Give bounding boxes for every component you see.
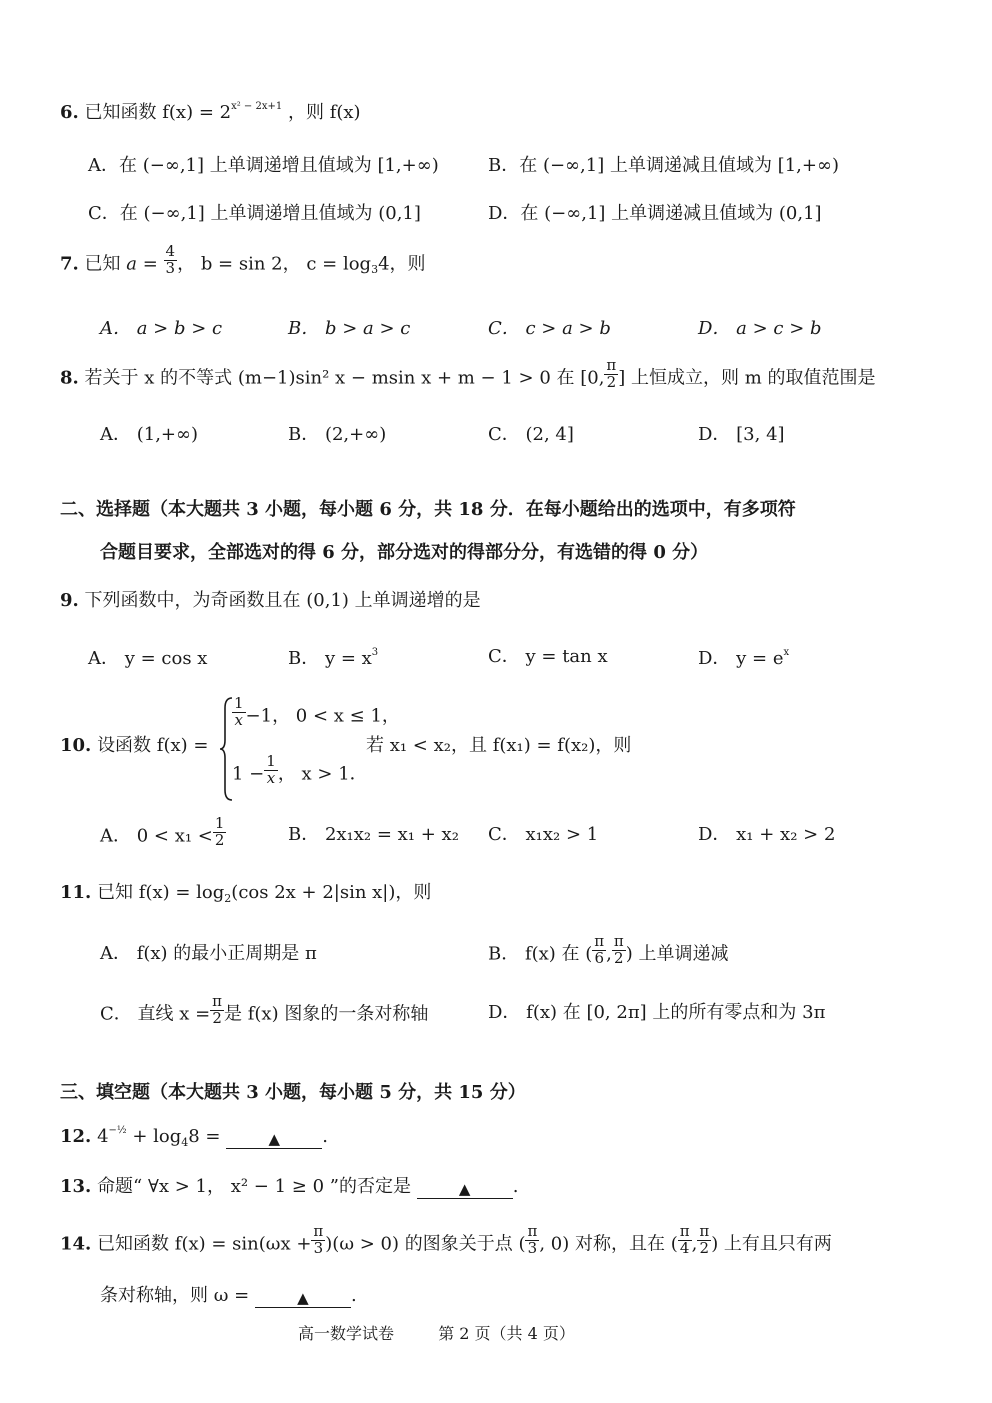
question-9: [60, 592, 481, 610]
section-heading-2-cont: 合题目要求，全部选对的得 6 分，部分选对的得部分分，有选错的得 0 分）: [100, 542, 709, 563]
question-10-tail: 若 x₁ < x₂，且 f(x₁) = f(x₂)，则: [366, 735, 632, 756]
numerator: π: [699, 1222, 710, 1240]
answer-blank[interactable]: [226, 1130, 322, 1149]
option-c: C． x₁x₂ > 1: [488, 824, 599, 845]
question-stem-mid: ， b = sin 2， c = log: [177, 253, 372, 275]
denominator: 3: [165, 258, 176, 277]
denominator: 3: [313, 1238, 324, 1257]
question-14: 14. 已知函数 f(x) = sin(ωx + $\frac{\pi}{3}$ )(ω > 0) 的图象关于点 ( $\frac{\pi}{3}$ , 0) 对称，且在 ( $\frac{\pi}{4}$ , $\frac{\pi}{2}$ ) 上有且只有两: [60, 1222, 832, 1257]
option-a: [100, 814, 226, 853]
question-stem: 已知 f(x) = log: [97, 882, 225, 903]
question-stem: 设函数 f(x) =: [97, 735, 209, 756]
case-2: [232, 752, 368, 791]
log-base: 3: [371, 263, 379, 277]
question-14-line2: [100, 1287, 357, 1306]
answer-blank[interactable]: [417, 1180, 513, 1199]
option-b: B． (2,+∞): [288, 424, 387, 445]
question-number: 12.: [60, 1126, 92, 1147]
option-b: B．在 (−∞,1] 上单调递减且值域为 [1,+∞): [488, 155, 839, 176]
option-d-text: D． y = e: [698, 648, 784, 669]
question-13: [60, 1178, 518, 1197]
denominator: 3: [527, 1238, 538, 1257]
question-stem: 下列函数中，为奇函数且在 (0,1) 上单调递增的是: [84, 590, 481, 611]
fraction: [612, 934, 626, 967]
option-a: A． y = cos x: [88, 648, 208, 669]
fraction: [264, 754, 278, 787]
option-c: [100, 992, 429, 1031]
question-12: [60, 1125, 328, 1149]
case-2-text: ， x > 1．: [277, 763, 368, 785]
option-b-tail: ) 上单调递减: [625, 943, 729, 965]
option-a: A．在 (−∞,1] 上单调递增且值域为 [1,+∞): [88, 155, 439, 176]
option-d: D． [3, 4]: [698, 424, 785, 445]
numerator: π: [313, 1222, 324, 1240]
log-base: 4: [181, 1136, 189, 1149]
question-stem: 已知函数 f(x) = sin(ωx +: [97, 1233, 312, 1255]
option-c-tail: 是 f(x) 图象的一条对称轴: [224, 1003, 429, 1025]
numerator: π: [212, 992, 223, 1010]
denominator: x: [266, 768, 276, 787]
question-stem: 若关于 x 的不等式 (m−1)sin² x − msin x + m − 1 > 0 在 [0,: [84, 367, 605, 389]
option-d: D．在 (−∞,1] 上单调递减且值域为 (0,1]: [488, 203, 822, 224]
expression-tail: 8 =: [188, 1126, 221, 1147]
fraction: [592, 934, 606, 967]
question-10: [60, 737, 208, 755]
denominator: 6: [594, 948, 604, 967]
end-mark: .: [512, 1176, 519, 1197]
question-stem: 已知函数 f(x) = 2: [84, 102, 232, 123]
denominator: 2: [606, 372, 617, 391]
triangle-icon: ▲: [458, 1180, 471, 1198]
fraction: [210, 994, 224, 1027]
exponent: x: [783, 647, 790, 658]
numerator: π: [613, 932, 624, 950]
option-b: B． 2x₁x₂ = x₁ + x₂: [288, 824, 459, 845]
question-stem-tail: 4，则: [378, 253, 426, 275]
option-d: D． f(x) 在 [0, 2π] 上的所有零点和为 3π: [488, 1002, 826, 1023]
numerator: 1: [266, 752, 276, 770]
a-equals: a =: [126, 253, 158, 275]
question-8: [60, 356, 876, 395]
option-a: A． (1,+∞): [100, 424, 199, 445]
option-b-text: B． y = x: [288, 648, 372, 669]
fraction: [525, 1224, 539, 1257]
question-number: 9.: [60, 590, 79, 611]
exponent: x² − 2x+1: [231, 101, 283, 112]
option-d: D． a > c > b: [698, 318, 822, 339]
log-base: 2: [224, 892, 232, 905]
numerator: π: [527, 1222, 538, 1240]
numerator: 1: [214, 814, 225, 832]
question-stem-tail: ) 上有且只有两: [711, 1233, 832, 1255]
question-stem-tail: ] 上恒成立，则 m 的取值范围是: [618, 367, 876, 389]
numerator: 4: [165, 242, 176, 260]
fraction: [678, 1224, 692, 1257]
option-b: B． f(x) 在 ( $\frac{\pi}{6}$ , $\frac{\pi}{2}$ ) 上单调递减: [488, 932, 729, 967]
section-heading-3: 三、填空题（本大题共 3 小题，每小题 5 分，共 15 分）: [60, 1082, 526, 1103]
option-b: B． b > a > c: [288, 318, 411, 339]
fraction: [697, 1224, 711, 1257]
denominator: 4: [679, 1238, 690, 1257]
question-6: [60, 101, 361, 123]
question-stem-tail: (cos 2x + 2|sin x|)，则: [231, 882, 432, 903]
fraction: [213, 816, 227, 849]
question-11: [60, 882, 432, 905]
question-stem-mid: )(ω > 0) 的图象关于点 (: [325, 1233, 526, 1255]
section-heading-2: 二、选择题（本大题共 3 小题，每小题 6 分，共 18 分．在每小题给出的选项中，有多项符: [60, 499, 796, 520]
denominator: x: [234, 710, 243, 729]
end-mark: .: [322, 1126, 328, 1147]
option-d: [698, 647, 790, 669]
numerator: π: [679, 1222, 690, 1240]
option-c: C．在 (−∞,1] 上单调递增且值域为 (0,1]: [88, 203, 421, 224]
triangle-icon: ▲: [297, 1289, 309, 1307]
option-c: C． c > a > b: [488, 318, 611, 339]
fraction: [232, 696, 246, 729]
footer: [298, 1326, 575, 1342]
question-stem: 命题“ ∀x > 1， x² − 1 ≥ 0 ”的否定是: [97, 1176, 411, 1197]
triangle-icon: ▲: [268, 1130, 281, 1148]
question-number: 14.: [60, 1233, 92, 1255]
base: 4: [97, 1126, 109, 1147]
option-d: D． x₁ + x₂ > 2: [698, 824, 836, 845]
option-b-text: B． f(x) 在 (: [488, 943, 593, 965]
case-1: [232, 694, 400, 733]
case-1-text: −1， 0 < x ≤ 1，: [245, 705, 400, 727]
footer-title: 高一数学试卷: [298, 1324, 395, 1343]
question-stem-tail: ，则 f(x): [287, 102, 361, 123]
option-c: C． (2, 4]: [488, 424, 574, 445]
question-number: 11.: [60, 882, 92, 903]
question-stem-line2: 条对称轴，则 ω =: [100, 1285, 250, 1306]
denominator: 2: [614, 948, 624, 967]
fraction: [164, 244, 178, 277]
numerator: π: [594, 932, 605, 950]
question-7: [60, 242, 426, 281]
exponent: 3: [371, 647, 379, 658]
option-c: C． y = tan x: [488, 646, 608, 667]
denominator: 2: [212, 1008, 222, 1027]
option-b: [288, 647, 379, 669]
option-a: A． f(x) 的最小正周期是 π: [100, 943, 317, 964]
question-number: 8.: [60, 367, 79, 389]
question-number: 13.: [60, 1176, 92, 1197]
option-c-text: C． 直线 x =: [100, 1003, 211, 1025]
question-number: 10.: [60, 735, 92, 756]
numerator: 1: [234, 694, 244, 712]
option-a: A． a > b > c: [100, 318, 223, 339]
case-2-prefix: 1 −: [232, 763, 265, 785]
question-number: 7.: [60, 253, 79, 275]
denominator: 2: [699, 1238, 710, 1257]
numerator: π: [606, 356, 617, 374]
exponent: −½: [108, 1125, 127, 1136]
expression: + log: [132, 1126, 182, 1147]
question-stem: 已知: [84, 253, 121, 275]
question-stem-mid2: , 0) 对称，且在 (: [539, 1233, 678, 1255]
end-mark: .: [350, 1285, 357, 1306]
answer-blank[interactable]: [255, 1289, 351, 1308]
option-a-text: A． 0 < x₁ <: [100, 825, 213, 847]
fraction: [311, 1224, 325, 1257]
footer-page: 第 2 页（共 4 页）: [438, 1324, 575, 1343]
question-number: 6.: [60, 102, 79, 123]
denominator: 2: [214, 830, 225, 849]
fraction: [604, 358, 618, 391]
